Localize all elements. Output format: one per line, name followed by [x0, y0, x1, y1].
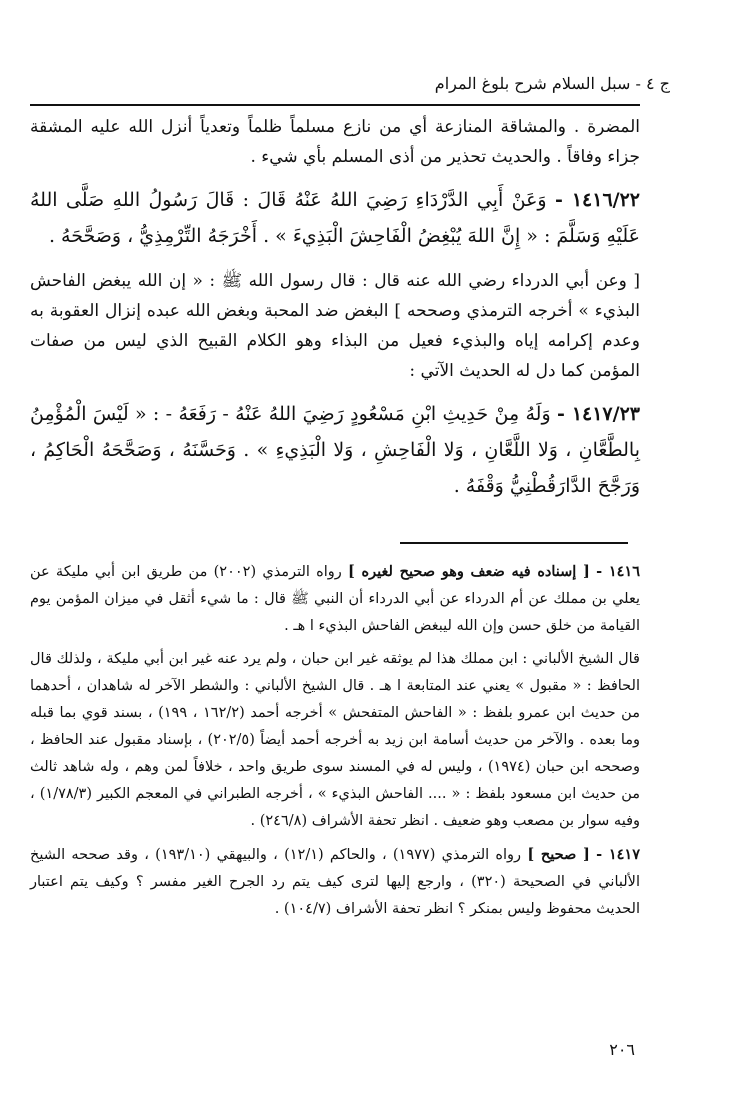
hadith-number: ١٤١٧/٢٣ -	[557, 403, 640, 425]
page-number: ٢٠٦	[609, 1040, 635, 1059]
main-text	[30, 112, 640, 516]
footnote-text: رواه الترمذي (١٩٧٧) ، والحاكم (١٢/١) ، والبيهقي (١٩٣/١٠) ، وقد صححه الشيخ الألباني في الصحيحة (٣٢٠) ، وارجع إليها لترى كيف يتم رد الجرح الغير مفسر ؟ وكيف يتم اعتبار الحديث محفوظ وليس بمنكر ؟ انظر تحفة الأشراف (١٠٤/٧) .	[30, 847, 640, 917]
footnote-number: ١٤١٦ -	[596, 563, 640, 580]
footnote-1417	[30, 841, 640, 923]
albani-note: قال الشيخ الألباني : ابن مملك هذا لم يوثقه غير ابن حبان ، ولم يرد عنه غير ابن أبي مليكة ، ولذلك قال الحافظ : « مقبول » يعني عند المتابعة ا هـ . قال الشيخ الألباني : والشطر الآخر له شاهدان ، أحدهما من حديث ابن عمرو بلفظ : « الفاحش المتفحش » أخرجه أحمد (١٦٢/٢ ، ١٩٩) ، بسند قوي بما قبله وما بعده . والآخر من حديث أسامة ابن زيد به أخرجه أحمد أيضاً (٢٠٢/٥) ، بإسناد مقبول عند الحافظ ، وصححه ابن حبان (١٩٧٤) ، وليس له في المسند سوى طريق واحد ، خلافاً لمن وهم ، وله شاهد ثالث من حديث ابن مسعود بلفظ : « .... الفاحش البذيء » ، أخرجه الطبراني في المعجم الكبير (١/٧٨/٣) ، وفيه سوار بن مصعب وهو ضعيف . انظر تحفة الأشراف (٢٤٦/٨) .	[30, 651, 641, 829]
hadith-number: ١٤١٦/٢٢ -	[554, 189, 640, 211]
footnote-grade: [ إسناده فيه ضعف وهو صحيح لغيره ]	[348, 563, 590, 580]
footnote-rule	[400, 542, 628, 544]
footnote-text: رواه الترمذي (٢٠٠٢) من طريق ابن أبي مليكة عن يعلي بن مملك عن أم الدرداء عن أبي الدرداء أن النبي ﷺ قال : ما شيء أثقل في ميزان المؤمن يوم القيامة من خلق حسن وإن الله ليبغض الفاحش البذيء ا هـ .	[30, 564, 640, 634]
intro-paragraph: المضرة . والمشاقة المنازعة أي من نازع مسلماً ظلماً وتعدياً أنزل الله عليه المشقة جزاء وفاقاً . والحديث تحذير من أذى المسلم بأي شيء .	[30, 117, 640, 167]
footnote-number: ١٤١٧ -	[596, 846, 640, 863]
hadith-1417	[30, 396, 640, 504]
hadith-text: وَعَنْ أَبِي الدَّرْدَاءِ رَضِيَ اللهُ عَنْهُ قَالَ : قَالَ رَسُولُ اللهِ صَلَّى اللهُ عَلَيْهِ وَسَلَّمَ : « إِنَّ اللهَ يُبْغِضُ الْفَاحِشَ الْبَذِيءَ » . أَخْرَجَهُ التِّرْمِذِيُّ ، وَصَحَّحَهُ .	[30, 189, 640, 247]
footnote-grade: [ صحيح ]	[527, 846, 590, 863]
commentary-paragraph: [ وعن أبي الدرداء رضي الله عنه قال : قال رسول الله ﷺ : « إن الله يبغض الفاحش البذيء » أخرجه الترمذي وصححه ] البغض ضد المحبة وبغض الله عبده إنزال العقوبة به وعدم إكرامه إياه والبذيء فعيل من البذاء وهو الكلام القبيح الذي ليس من صفات المؤمن كما دل له الحديث الآتي :	[30, 271, 640, 381]
running-header: ج ٤ - سبل السلام شرح بلوغ المرام	[434, 74, 670, 93]
footnotes	[30, 558, 640, 929]
header-rule	[30, 104, 640, 106]
footnote-1416	[30, 558, 640, 640]
hadith-text: وَلَهُ مِنْ حَدِيثِ ابْنِ مَسْعُودٍ رَضِيَ اللهُ عَنْهُ - رَفَعَهُ - : « لَيْسَ الْمُؤْمِنُ بِالطَّعَّانِ ، وَلا اللَّعَّانِ ، وَلا الْفَاحِشِ ، وَلا الْبَذِيءِ » . وَحَسَّنَهُ ، وَصَحَّحَهُ الْحَاكِمُ ، وَرَجَّحَ الدَّارَقُطْنِيُّ وَقْفَهُ .	[30, 403, 640, 497]
hadith-1416	[30, 182, 640, 254]
